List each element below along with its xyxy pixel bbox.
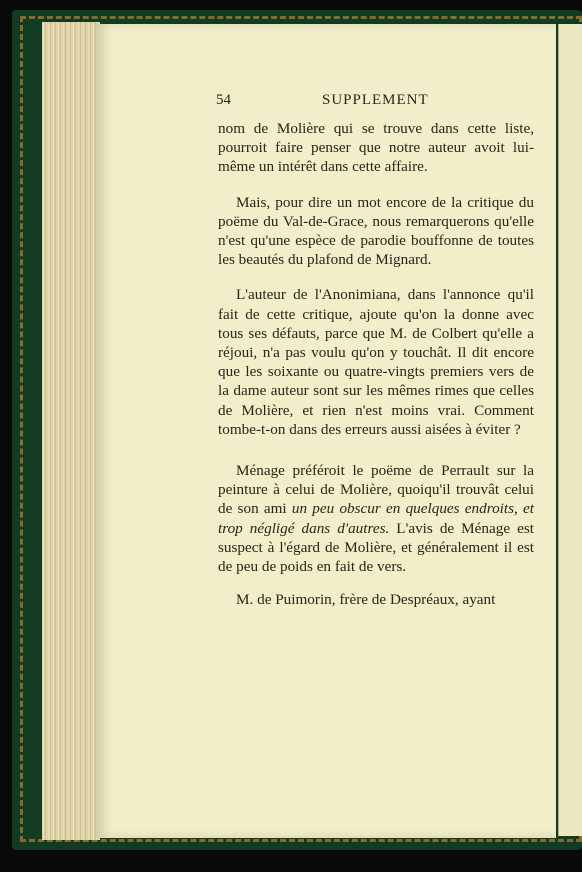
body-text [218,119,534,609]
page-number: 54 [216,92,231,108]
running-header [216,92,534,114]
paragraph-3: L'auteur de l'Anonimiana, dans l'annonce qu'il fait de cette critique, ajoute qu'on la donne avec tous ses défauts, parce que M. de Colbert qu'elle a réjoui, n'a pas voulu qu'on y touchât. Il dit encore que les soixante ou quatre-vingts premiers vers de la dame auteur sont sur les mêmes rimes que celles de Molière, et rien n'est moins vrai. Comment tombe-t-on dans des erreurs aussi aisées à éviter ? [218,286,534,438]
paragraph-1: nom de Molière qui se trouve dans cette liste, pourroit faire penser que notre auteur avoit lui-même un intérêt dans cette affaire. [218,120,534,176]
paragraph-4 [218,461,534,576]
paragraph-4-quote: un peu obscur en quelques endroits, et trop négligé dans d'autres. [218,500,534,537]
facing-page-edge [558,24,582,836]
running-title: SUPPLEMENT [322,92,429,108]
paragraph-2: Mais, pour dire un mot encore de la critique du poëme du Val-de-Grace, nous remarquerons qu'elle n'est qu'une espèce de parodie bouffonne de toutes les beautés du plafond de Mignard. [218,193,534,269]
paragraph-5: M. de Puimorin, frère de Despréaux, ayant [236,591,496,609]
paragraph-4-text: Ménage préféroit le poëme de Perrault sur la peinture à celui de Molière, quoiqu'il trouvât celui de son ami [218,462,534,518]
page-edges [42,22,100,840]
paragraph-4-text-end: L'avis de Ménage est suspect à l'égard de Molière, et généralement il est de peu de poids en fait de vers. [218,519,534,576]
